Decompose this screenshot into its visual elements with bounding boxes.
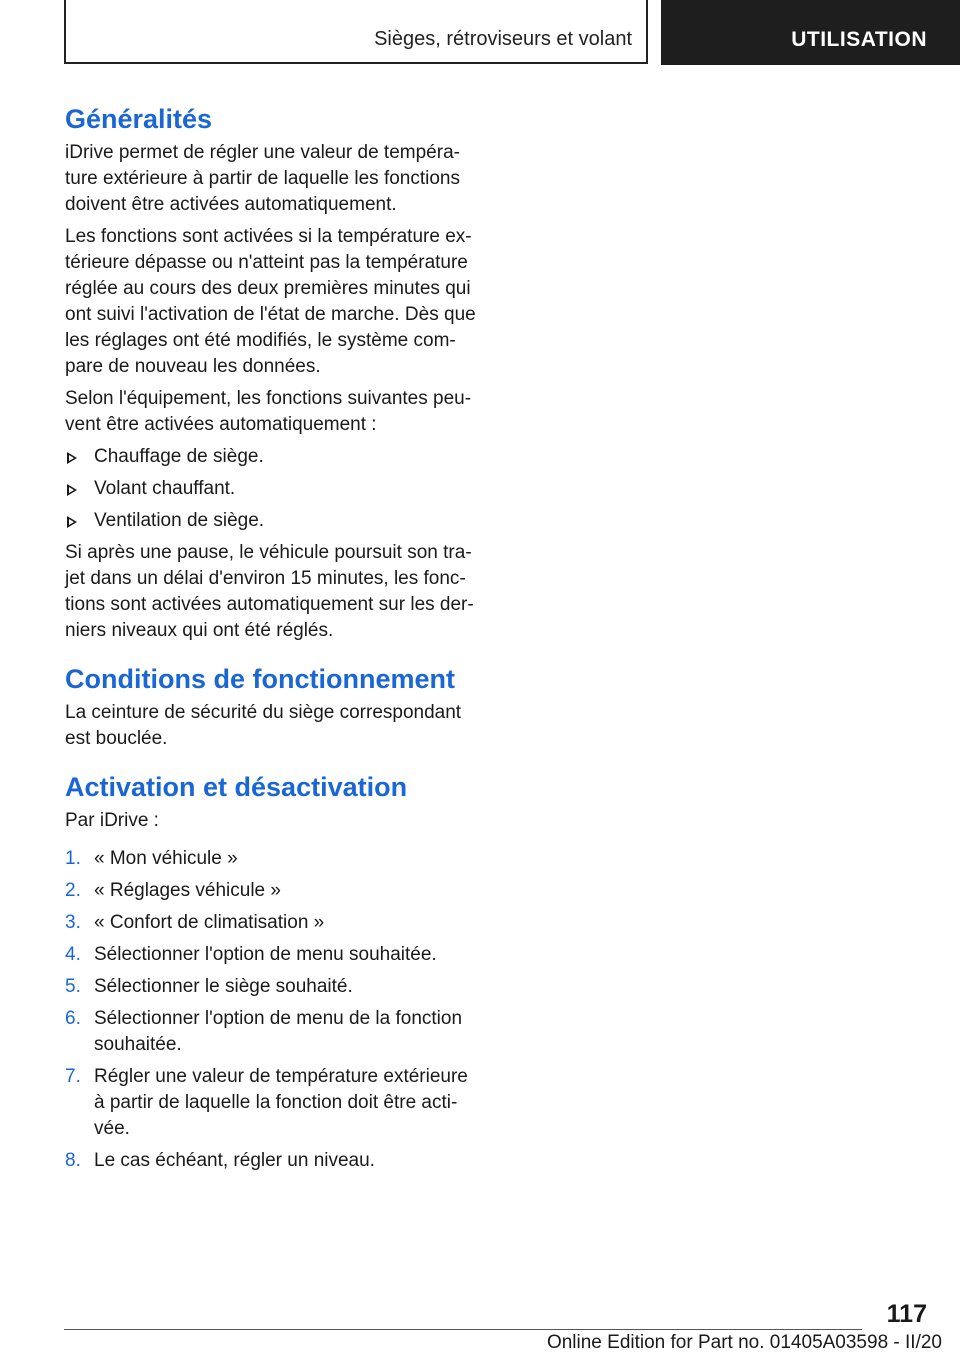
list-item-text: Volant chauffant.: [94, 478, 236, 499]
main-content: [65, 102, 480, 1180]
step-text: Régler une valeur de température extérieure à partir de laquelle la fonction doit être activée.: [94, 1066, 468, 1139]
paragraph: La ceinture de sécurité du siège correspondant est bouclée.: [65, 702, 462, 749]
step-number: 1.: [65, 848, 81, 869]
step-text: Sélectionner l'option de menu de la fonction souhaitée.: [94, 1008, 463, 1055]
list-item-text: Ventilation de siège.: [94, 510, 265, 531]
triangle-bullet-icon: [67, 452, 77, 464]
step-text: Le cas échéant, régler un niveau.: [94, 1150, 375, 1171]
list-item: [65, 476, 480, 502]
heading-conditions: Conditions de fonctionnement: [65, 664, 455, 694]
triangle-bullet-icon: [67, 516, 77, 528]
footer-divider: [64, 1329, 862, 1330]
paragraph: Les fonctions sont activées si la température extérieure dépasse ou n'atteint pas la température réglée au cours des deux premières minutes qui ont suivi l'activation de l'état de marche. Dès que les réglages ont été modifiés, le système compare de nouveau les données.: [65, 226, 476, 377]
step-number: 2.: [65, 880, 81, 901]
step-item: [65, 846, 480, 872]
step-text: Sélectionner l'option de menu souhaitée.: [94, 944, 437, 965]
paragraph: Selon l'équipement, les fonctions suivantes peuvent être activées automatiquement :: [65, 388, 472, 435]
chapter-tab-label: UTILISATION: [791, 28, 927, 51]
step-text: « Confort de climatisation »: [94, 912, 325, 933]
triangle-bullet-icon: [67, 484, 77, 496]
list-item-text: Chauffage de siège.: [94, 446, 264, 467]
step-item: [65, 1064, 480, 1142]
header-section-title: Sièges, rétroviseurs et volant: [374, 28, 632, 50]
step-item: [65, 1148, 480, 1174]
step-number: 7.: [65, 1066, 81, 1087]
step-text: « Réglages véhicule »: [94, 880, 281, 901]
step-item: [65, 1006, 480, 1058]
list-item: [65, 444, 480, 470]
paragraph: iDrive permet de régler une valeur de température extérieure à partir de laquelle les fonctions doivent être activées automatiquement.: [65, 142, 461, 215]
step-item: [65, 878, 480, 904]
step-number: 6.: [65, 1008, 81, 1029]
step-number: 5.: [65, 976, 81, 997]
step-item: [65, 910, 480, 936]
step-number: 8.: [65, 1150, 81, 1171]
step-item: [65, 942, 480, 968]
feature-list: [65, 444, 480, 534]
list-item: [65, 508, 480, 534]
steps-list: [65, 846, 480, 1174]
paragraph: Par iDrive :: [65, 810, 159, 831]
footer-edition-text: Online Edition for Part no. 01405A03598 - II/20: [546, 1332, 942, 1353]
page-number: 117: [886, 1300, 927, 1328]
step-number: 4.: [65, 944, 81, 965]
step-text: « Mon véhicule »: [94, 848, 238, 869]
step-text: Sélectionner le siège souhaité.: [94, 976, 353, 997]
step-number: 3.: [65, 912, 81, 933]
paragraph: Si après une pause, le véhicule poursuit son trajet dans un délai d'environ 15 minutes, les fonctions sont activées automatiquement sur les derniers niveaux qui ont été réglés.: [65, 542, 474, 641]
header-section-box: [64, 0, 648, 64]
chapter-tab[interactable]: [661, 0, 960, 65]
heading-activation: Activation et désactivation: [65, 772, 408, 802]
heading-generalites: Généralités: [65, 104, 213, 134]
step-item: [65, 974, 480, 1000]
